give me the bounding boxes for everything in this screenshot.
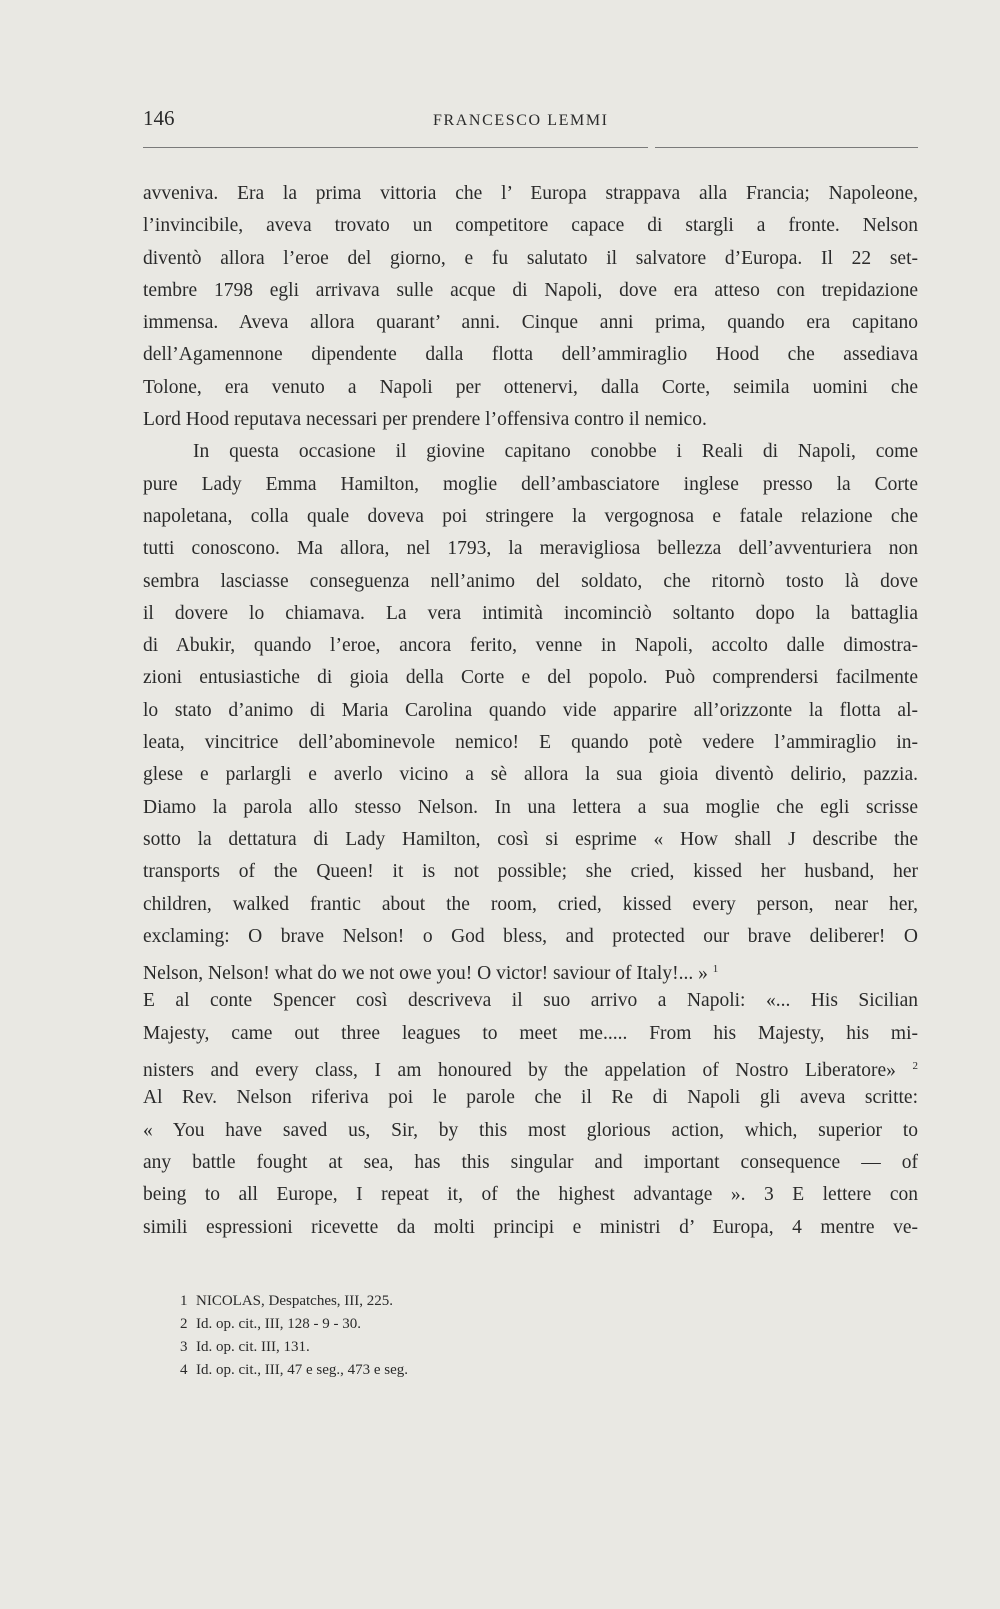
footnote — [180, 1290, 408, 1313]
text-line: il dovere lo chiamava. La vera intimità incominciò soltanto dopo la battaglia — [143, 602, 918, 624]
text-line: napoletana, colla quale doveva poi stringere la vergognosa e fatale relazione che — [143, 505, 918, 527]
text-line: lo stato d’animo di Maria Carolina quando vide apparire all’orizzonte la flotta al- — [143, 699, 918, 721]
text-line: E al conte Spencer così descriveva il suo arrivo a Napoli: «... His Sicilian — [143, 990, 918, 1012]
text-line: Al Rev. Nelson riferiva poi le parole che il Re di Napoli gli aveva scritte: — [143, 1087, 918, 1109]
text-line: In questa occasione il giovine capitano conobbe i Reali di Napoli, come — [193, 441, 918, 463]
text-line: diventò allora l’eroe del giorno, e fu salutato il salvatore d’Europa. Il 22 set- — [143, 247, 918, 269]
text-line: exclaming: O brave Nelson! o God bless, and protected our brave deliberer! O — [143, 925, 918, 947]
text-line: transports of the Queen! it is not possible; she cried, kissed her husband, her — [143, 861, 918, 883]
text-line: glese e parlargli e averlo vicino a sè allora la sua gioia diventò delirio, pazzia. — [143, 764, 918, 786]
text-line: pure Lady Emma Hamilton, moglie dell’ambasciatore inglese presso la Corte — [143, 473, 918, 495]
footnote-text: Id. op. cit., III, 128 - 9 - 30. — [196, 1316, 361, 1332]
text-line: Tolone, era venuto a Napoli per ottenervi, dalla Corte, seimila uomini che — [143, 376, 918, 398]
text-line: Majesty, came out three leagues to meet me..... From his Majesty, his mi- — [143, 1022, 918, 1044]
footnotes — [180, 1290, 408, 1382]
footnote-number: 3 — [180, 1339, 188, 1355]
footnote-number: 2 — [180, 1316, 188, 1332]
text-line: dell’Agamennone dipendente dalla flotta dell’ammiraglio Hood che assediava — [143, 344, 918, 366]
header-rule — [143, 147, 648, 148]
text-line-with-note — [143, 1050, 918, 1082]
text-line: di Abukir, quando l’eroe, ancora ferito, venne in Napoli, accolto dalle dimostra- — [143, 635, 918, 657]
footnote-ref: 2 — [912, 1060, 919, 1073]
text-line: leata, vincitrice dell’abominevole nemico! E quando potè vedere l’ammiraglio in- — [143, 732, 918, 754]
text-line: simili espressioni ricevette da molti principi e ministri d’ Europa, 4 mentre ve- — [143, 1216, 918, 1238]
text-line: Nelson, Nelson! what do we not owe you! O victor! saviour of Italy!... » — [143, 963, 708, 985]
text-line-with-note — [143, 953, 918, 985]
footnote — [180, 1359, 408, 1382]
text-line: « You have saved us, Sir, by this most glorious action, which, superior to — [143, 1119, 918, 1141]
footnote — [180, 1313, 408, 1336]
text-line: tembre 1798 egli arrivava sulle acque di Napoli, dove era atteso con trepidazione — [143, 279, 918, 301]
text-line: Diamo la parola allo stesso Nelson. In una lettera a sua moglie che egli scrisse — [143, 796, 918, 818]
text-line: sembra lasciasse conseguenza nell’animo del soldato, che ritornò tosto là dove — [143, 570, 918, 592]
text-line: tutti conoscono. Ma allora, nel 1793, la meravigliosa bellezza dell’avventuriera non — [143, 538, 918, 560]
text-line: zioni entusiastiche di gioia della Corte e del popolo. Può comprendersi facilmente — [143, 667, 918, 689]
text-line: Lord Hood reputava necessari per prendere l’offensiva contro il nemico. — [143, 409, 707, 431]
text-line: children, walked frantic about the room, cried, kissed every person, near her, — [143, 893, 918, 915]
footnote-text: Id. op. cit., III, 47 e seg., 473 e seg. — [196, 1362, 409, 1378]
header-rule — [655, 147, 918, 148]
page-number: 146 — [143, 106, 175, 130]
text-line: being to all Europe, I repeat it, of the highest advantage ». 3 E lettere con — [143, 1184, 918, 1206]
footnote-number: 1 — [180, 1293, 188, 1309]
footnote-number: 4 — [180, 1362, 188, 1378]
text-line: l’invincibile, aveva trovato un competitore capace di stargli a fronte. Nelson — [143, 215, 918, 237]
text-line: sotto la dettatura di Lady Hamilton, così si esprime « How shall J describe the — [143, 828, 918, 850]
running-title: FRANCESCO LEMMI — [433, 112, 609, 129]
page-header — [143, 104, 918, 144]
text-line: immensa. Aveva allora quarant’ anni. Cinque anni prima, quando era capitano — [143, 312, 918, 334]
text-line: avveniva. Era la prima vittoria che l’ Europa strappava alla Francia; Napoleone, — [143, 183, 918, 204]
text-line: any battle fought at sea, has this singular and important consequence — of — [143, 1151, 918, 1173]
text-line: nisters and every class, I am honoured by the appelation of Nostro Liberatore» — [143, 1060, 896, 1082]
footnote — [180, 1336, 408, 1359]
footnote-text: Id. op. cit. III, 131. — [196, 1339, 310, 1355]
footnote-text: NICOLAS, Despatches, III, 225. — [196, 1293, 394, 1309]
footnote-ref: 1 — [712, 963, 719, 976]
body-text — [143, 178, 918, 1244]
